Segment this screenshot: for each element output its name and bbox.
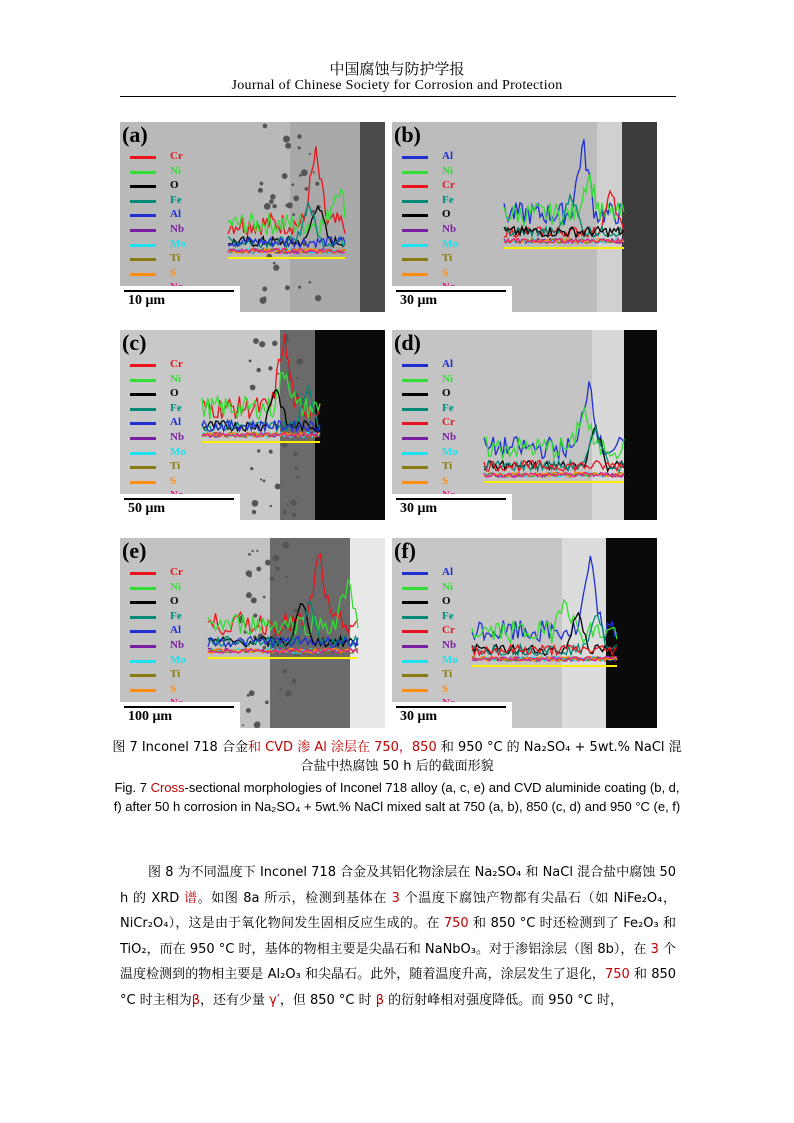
body-text: 。如图 8a 所示，检测到基体在 [197,890,392,906]
surface-pit [260,182,264,186]
scale-bar-line [396,498,506,500]
body-highlight: 3 [391,890,400,906]
surface-pit [292,513,296,517]
surface-pit [283,136,290,143]
scale-bar-label: 30 μm [400,501,438,516]
surface-pit [259,341,265,347]
sem-panel-b [392,122,657,312]
mount-region [622,122,657,312]
surface-pit [285,143,291,149]
legend-swatch [402,674,428,677]
scale-bar-line [396,290,506,292]
legend-label: S [442,682,449,695]
surface-pit [307,391,309,393]
legend-label: Al [170,416,181,429]
legend-swatch [130,244,156,247]
body-text: 个温度下腐蚀产物都有尖晶石（如 NiFe₂O₄，NiCr₂O₄），这是由于氧化物间发生固相反应生成的。在 [120,890,676,931]
surface-pit [251,597,257,603]
surface-pit [249,690,255,696]
surface-pit [263,296,266,299]
caption-cn-highlight: 和 CVD 渗 Al 涂层在 750，850 [247,740,437,755]
surface-pit [275,566,279,570]
journal-title-cn: 中国腐蚀与防护学报 [329,60,465,78]
surface-pit [264,203,271,210]
body-text: ，还有少量 [200,992,270,1008]
caption-cn-part: 和 950 °C 的 Na₂SO₄ + 5wt.% NaCl 混合盐中热腐蚀 50 h 后的截面形貌 [300,740,682,774]
surface-pit [285,285,290,290]
surface-pit [250,385,256,391]
surface-pit [270,576,275,581]
surface-pit [282,669,286,673]
legend-label: Cr [170,358,183,370]
legend-swatch [402,630,428,633]
caption-en-part: -sectional morphologies of Inconel 718 alloy (a, c, e) and CVD aluminide coating (b, d, f) after 50 h corrosion in Na₂SO₄ + 5wt.% NaCl mixed salt at 750 (a, b), 850 (c, d) and 950 °C (e, f) [113,780,681,814]
body-highlight: 3 [650,941,659,957]
surface-pit [272,204,277,209]
legend-label: Cr [442,624,455,637]
surface-pit [252,510,256,514]
scale-bar-label: 30 μm [400,293,438,308]
legend-swatch [402,273,428,276]
panel-label: (b) [394,122,421,147]
surface-pit [294,608,298,612]
surface-pit [293,452,298,457]
legend-label: Ti [170,460,181,473]
panel-label: (c) [122,330,147,355]
body-paragraph [120,860,676,1013]
legend-label: Nb [442,222,457,235]
surface-pit [285,576,288,579]
surface-pit [253,338,259,344]
header-rule [120,96,676,97]
scale-bar [392,286,512,312]
legend-swatch [402,171,428,174]
surface-pit [273,265,279,271]
surface-pit [252,500,259,507]
legend-swatch [402,587,428,590]
surface-pit [313,171,315,173]
legend-label: Fe [170,609,182,622]
legend-label: Fe [442,193,454,206]
legend-label: Cr [170,150,183,162]
legend-swatch [130,200,156,203]
sem-image-c [120,330,385,520]
legend-swatch [130,273,156,276]
legend-swatch [402,214,428,217]
legend-label: Fe [442,609,454,622]
caption-en-highlight: Cross [150,780,185,795]
figure-caption-cn [112,738,682,776]
surface-pit [246,708,251,713]
surface-pit [257,449,260,452]
legend-swatch [402,689,428,692]
surface-pit [246,592,252,598]
mount-region [624,330,657,520]
figure-caption-en [112,778,682,816]
scale-bar-line [124,498,234,500]
legend-swatch [402,422,428,425]
corrosion-layer [592,330,624,520]
body-text: 的衍射峰相对强度降低。而 950 °C 时， [384,992,623,1008]
surface-pit [263,479,266,482]
legend-swatch [402,452,428,455]
legend-label: S [170,266,177,279]
legend-label: Ni [170,580,181,593]
legend-swatch [402,601,428,604]
legend-label: O [170,595,179,608]
surface-pit [247,694,250,697]
surface-pit [282,173,288,179]
legend-swatch [130,214,156,217]
surface-pit [285,204,288,207]
surface-pit [265,560,271,566]
legend-swatch [402,660,428,663]
legend-swatch [130,437,156,440]
legend-swatch [130,408,156,411]
scale-bar [120,702,240,728]
legend-swatch [402,572,428,575]
legend-swatch [402,364,428,367]
surface-pit [309,153,311,155]
surface-pit [256,368,260,372]
legend-label: Ti [170,668,181,681]
surface-pit [270,194,275,199]
legend-label: Fe [170,193,182,206]
legend-swatch [130,601,156,604]
surface-pit [315,182,319,186]
legend-label: Mo [170,445,186,458]
legend-swatch [130,452,156,455]
legend-label: O [170,387,179,400]
legend-label: O [442,208,451,221]
surface-pit [291,183,294,186]
legend-label: Nb [442,430,457,443]
scale-bar-line [124,290,234,292]
body-highlight: β [191,992,201,1008]
legend-label: Ti [442,668,453,681]
caption-en-part: Fig. 7 [114,780,151,795]
surface-pit [269,199,274,204]
surface-pit [311,210,314,213]
legend-label: Ti [442,252,453,265]
surface-pit [273,262,276,265]
legend-swatch [130,587,156,590]
legend-label: S [442,474,449,487]
surface-pit [275,484,281,490]
surface-pit [256,722,261,727]
legend-label: O [170,179,179,192]
legend-swatch [402,200,428,203]
legend-swatch [130,630,156,633]
scale-bar-label: 10 μm [128,293,166,308]
surface-pit [252,550,254,552]
surface-pit [304,187,308,191]
mount-region [360,122,385,312]
legend-swatch [130,229,156,232]
sem-image-b [392,122,657,312]
legend-label: Mo [170,653,186,666]
body-highlight: 750 [604,967,630,982]
surface-pit [250,467,253,470]
scale-bar-label: 100 μm [128,709,173,724]
legend-swatch [130,393,156,396]
legend-swatch [130,364,156,367]
legend-label: Al [442,358,453,370]
surface-pit [315,295,321,301]
legend-label: Ni [442,372,453,385]
legend-swatch [402,379,428,382]
surface-pit [308,281,311,284]
surface-pit [297,134,301,138]
legend-label: Mo [442,237,458,250]
legend-swatch [402,393,428,396]
legend-swatch [402,408,428,411]
surface-pit [260,478,262,480]
body-text: 个温度检测到的物相主要是 Al₂O₃ 和尖晶石。此外，随着温度升高，涂层发生了退化， [120,941,676,982]
surface-pit [258,188,263,193]
legend-label: S [170,682,177,695]
sem-image-d [392,330,657,520]
legend-label: Ni [170,372,181,385]
legend-swatch [130,689,156,692]
surface-pit [248,574,252,578]
surface-pit [296,377,299,380]
legend-swatch [130,660,156,663]
legend-swatch [130,258,156,261]
legend-label: S [442,266,449,279]
journal-title-en: Journal of Chinese Society for Corrosion and Protection [231,78,563,93]
surface-pit [277,373,279,375]
surface-pit [291,679,296,684]
mount-region [315,330,385,520]
legend-swatch [130,645,156,648]
legend-swatch [130,422,156,425]
legend-swatch [402,156,428,159]
legend-swatch [402,645,428,648]
legend-label: Al [442,150,453,162]
surface-pit [256,550,258,552]
body-text: 和 850 °C 时主相为 [120,967,677,1008]
scale-bar-line [124,706,234,708]
scale-bar [392,494,512,520]
caption-cn-part: 图 7 Inconel 718 合金 [112,740,248,755]
surface-pit [269,450,273,454]
legend-label: Fe [170,401,182,414]
sem-panel-d [392,330,657,520]
legend-label: Ti [170,252,181,265]
legend-label: O [442,595,451,608]
legend-swatch [130,171,156,174]
legend-label: Al [170,208,181,221]
legend-label: Mo [170,237,186,250]
legend-swatch [130,481,156,484]
panel-label: (d) [394,330,421,355]
legend-swatch [402,185,428,188]
legend-label: O [442,387,451,400]
legend-swatch [130,379,156,382]
legend-label: Mo [442,445,458,458]
surface-pit [248,553,251,556]
surface-pit [295,467,298,470]
sem-panel-e [120,538,385,728]
surface-pit [270,505,272,507]
sem-image-a [120,122,385,312]
panel-label: (f) [394,538,416,563]
legend-swatch [402,229,428,232]
legend-label: Nb [170,638,185,651]
body-text: 和 850 °C 时还检测到了 Fe₂O₃ 和 TiO₂，而在 950 °C 时，基体的物相主要是尖晶石和 NaNbO₃。对于渗铝涂层（图 8b），在 [120,916,677,957]
legend-swatch [130,616,156,619]
legend-label: Al [442,566,453,578]
legend-swatch [130,185,156,188]
scale-bar [120,494,240,520]
surface-pit [290,500,296,506]
surface-pit [263,124,268,129]
legend-swatch [402,437,428,440]
scale-bar-label: 30 μm [400,709,438,724]
legend-swatch [402,481,428,484]
surface-pit [298,286,301,289]
surface-pit [279,688,281,690]
sem-panel-f [392,538,657,728]
surface-pit [265,701,269,705]
scale-bar [120,286,240,312]
body-highlight: 谱 [184,890,198,906]
panel-label: (e) [122,538,147,563]
scale-bar [392,702,512,728]
surface-pit [297,358,304,365]
surface-pit [272,555,279,562]
legend-swatch [130,156,156,159]
surface-pit [296,476,299,479]
body-text: 图 8 为不同温度下 Inconel 718 合金及其铝化物涂层在 Na₂SO₄ 和 NaCl 混合盐中腐蚀 50 h 的 XRD [120,865,676,906]
legend-label: Nb [442,638,457,651]
surface-pit [263,596,266,599]
legend-swatch [402,466,428,469]
legend-label: Mo [442,653,458,666]
surface-pit [282,510,287,515]
surface-pit [285,691,291,697]
legend-label: Ni [442,164,453,177]
legend-swatch [402,244,428,247]
legend-swatch [402,258,428,261]
legend-label: Al [170,624,181,637]
legend-label: Ni [442,580,453,593]
sem-image-e [120,538,385,728]
surface-pit [268,366,272,370]
surface-pit [249,359,252,362]
legend-label: Cr [442,416,455,429]
body-highlight: β [375,992,385,1008]
surface-pit [283,542,290,549]
legend-swatch [130,466,156,469]
surface-pit [292,213,295,216]
surface-pit [242,724,244,726]
legend-label: Ti [442,460,453,473]
body-highlight: 750 [443,916,469,931]
sem-image-f [392,538,657,728]
surface-pit [286,503,288,505]
legend-label: Fe [442,401,454,414]
surface-pit [256,566,261,571]
scale-bar-line [396,706,506,708]
legend-label: Cr [170,566,183,578]
surface-pit [301,169,308,176]
legend-label: S [170,474,177,487]
scale-bar-label: 50 μm [128,501,166,516]
body-highlight: γ′ [269,992,280,1008]
panel-label: (a) [122,122,148,147]
legend-swatch [130,674,156,677]
surface-pit [298,146,301,149]
legend-label: Nb [170,430,185,443]
legend-label: Nb [170,222,185,235]
mount-region [350,538,385,728]
surface-pit [272,341,277,346]
legend-label: Cr [442,179,455,192]
body-text: ，但 850 °C 时 [279,992,376,1008]
surface-pit [293,195,299,201]
legend-swatch [402,616,428,619]
legend-swatch [130,572,156,575]
sem-panel-a [120,122,385,312]
sem-panel-c [120,330,385,520]
legend-label: Ni [170,164,181,177]
surface-pit [262,287,267,292]
